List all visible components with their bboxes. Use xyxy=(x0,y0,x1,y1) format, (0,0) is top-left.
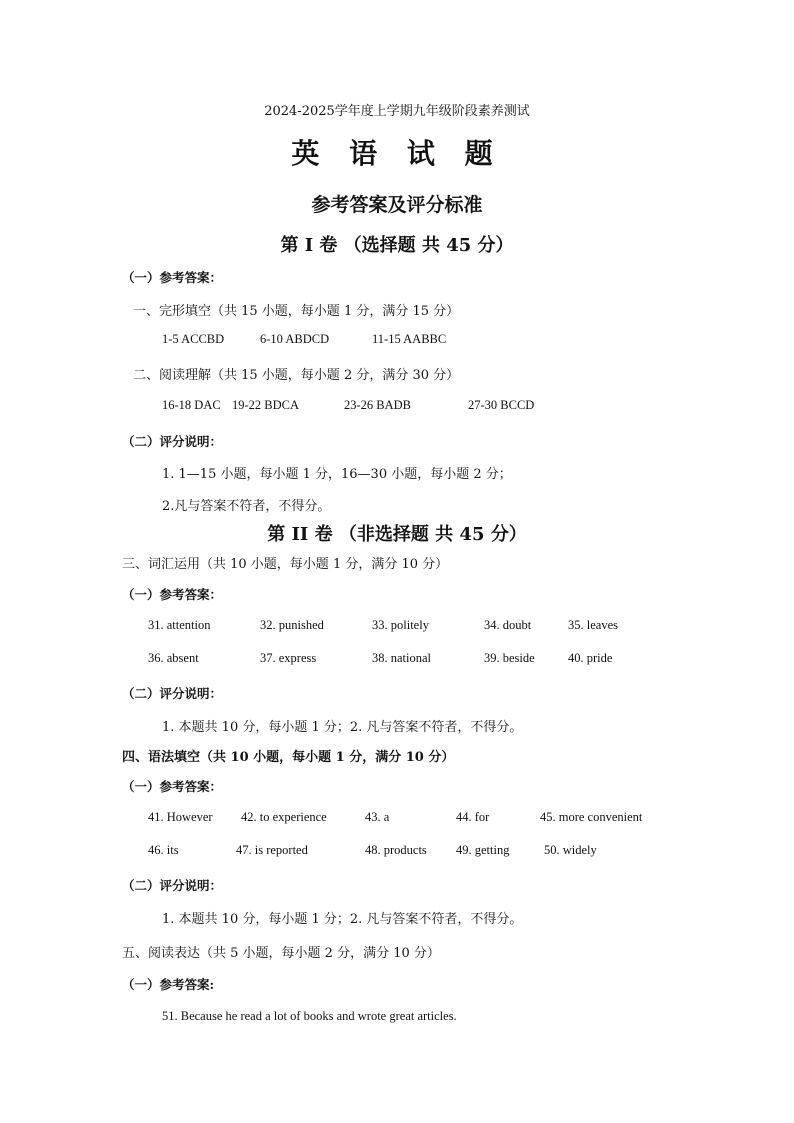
part1-score-rule-1: 1. 1—15 小题，每小题 1 分，16—30 小题，每小题 2 分； xyxy=(162,467,512,482)
s3-answer: 32. punished xyxy=(260,618,324,632)
s3-answer: 37. express xyxy=(260,651,317,665)
section1-title: 一、完形填空（共 15 小题，每小题 1 分，满分 15 分） xyxy=(133,304,460,319)
s3-answer: 33. politely xyxy=(372,618,429,632)
part1-heading: 第 I 卷 （选择题 共 45 分） xyxy=(280,235,514,256)
s4-answer: 43. a xyxy=(365,810,390,824)
s1-answer: 6-10 ABDCD xyxy=(260,332,330,346)
s3-score-rule: 1. 本题共 10 分，每小题 1 分；2. 凡与答案不符者，不得分。 xyxy=(162,720,523,735)
section5-title: 五、阅读表达（共 5 小题，每小题 2 分，满分 10 分） xyxy=(122,946,440,961)
page-title: 英 语 试 题 xyxy=(291,137,503,170)
section2-title: 二、阅读理解（共 15 小题，每小题 2 分，满分 30 分） xyxy=(133,368,460,383)
s4-answer: 44. for xyxy=(456,810,490,824)
section4-title: 四、语法填空（共 10 小题，每小题 1 分，满分 10 分） xyxy=(122,750,455,765)
s4-answer: 46. its xyxy=(148,843,179,857)
s3-answer: 34. doubt xyxy=(484,618,532,632)
s3-answer: 36. absent xyxy=(148,651,199,665)
s1-answer: 1-5 ACCBD xyxy=(162,332,225,346)
s2-answer: 19-22 BDCA xyxy=(232,398,300,412)
s4-answer: 42. to experience xyxy=(241,810,327,824)
s3-ref-label: （一）参考答案： xyxy=(122,587,223,602)
part1-score-rule-2: 2.凡与答案不符者，不得分。 xyxy=(162,499,331,514)
section3-title: 三、词汇运用（共 10 小题，每小题 1 分，满分 10 分） xyxy=(122,557,449,572)
part1-score-label: （二）评分说明： xyxy=(122,434,223,449)
s3-answer: 38. national xyxy=(372,651,432,665)
s3-score-label: （二）评分说明： xyxy=(122,686,223,701)
s4-ref-label: （一）参考答案： xyxy=(122,779,223,794)
s2-answer: 27-30 BCCD xyxy=(468,398,535,412)
part2-heading: 第 II 卷 （非选择题 共 45 分） xyxy=(267,524,527,545)
s3-answer: 31. attention xyxy=(148,618,211,632)
s3-answer: 39. beside xyxy=(484,651,535,665)
s2-answer: 23-26 BADB xyxy=(344,398,412,412)
s4-answer: 49. getting xyxy=(456,843,510,857)
s4-answer: 48. products xyxy=(365,843,427,857)
s4-answer: 50. widely xyxy=(544,843,597,857)
s4-answer: 45. more convenient xyxy=(540,810,643,824)
page-subtitle: 参考答案及评分标准 xyxy=(311,194,483,216)
s5-ref-label: （一）参考答案: xyxy=(122,977,215,992)
s4-answer: 41. However xyxy=(148,810,213,824)
s2-answer: 16-18 DAC xyxy=(162,398,221,412)
s4-answer: 47. is reported xyxy=(236,843,308,857)
part1-ref-label: （一）参考答案： xyxy=(122,270,223,285)
s4-score-label: （二）评分说明： xyxy=(122,878,223,893)
s1-answer: 11-15 AABBC xyxy=(372,332,447,346)
s4-score-rule: 1. 本题共 10 分，每小题 1 分；2. 凡与答案不符者，不得分。 xyxy=(162,912,523,927)
s3-answer: 40. pride xyxy=(568,651,613,665)
s3-answer: 35. leaves xyxy=(568,618,618,632)
exam-line: 2024-2025学年度上学期九年级阶段素养测试 xyxy=(264,104,530,119)
s5-answer-51: 51. Because he read a lot of books and wrote great articles. xyxy=(162,1009,457,1023)
